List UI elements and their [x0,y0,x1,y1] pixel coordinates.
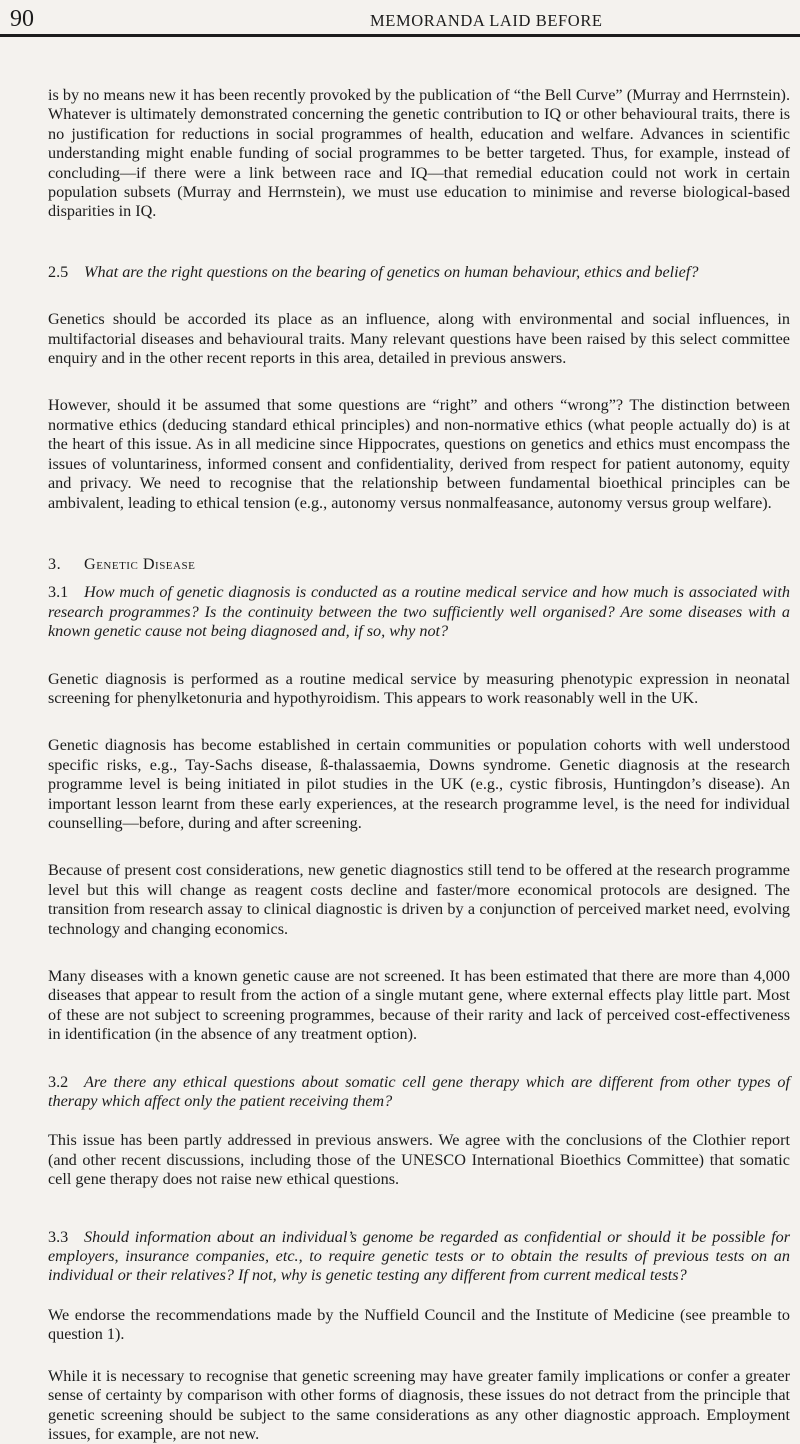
question-2-5 [48,263,790,282]
question-3-3 [48,1228,790,1286]
paragraph: However, should it be assumed that some questions are “right” and others “wrong”? The distinction between normative ethics (deducing standard ethical principles) and non-normative ethics (what people actually do) is at the heart of this issue. As in all medicine since Hippocrates, questions on genetics and ethics must encompass the issues of voluntariness, informed consent and confidentiality, derived from respect for patient autonomy, equity and privacy. We need to recognise that the relationship between fundamental bioethical principles can be ambivalent, leading to ethical tension (e.g., autonomy versus nonmalfeasance, autonomy versus group welfare). [48,396,790,512]
paragraph: While it is necessary to recognise that genetic screening may have greater family implications or confer a greater sense of certainty by comparison with other forms of diagnosis, these issues do not detract from the principle that genetic screening should be subject to the same considerations as any other diagnostic approach. Employment issues, for example, are not new. [48,1366,790,1443]
paragraph: Genetics should be accorded its place as an influence, along with environmental and social influences, in multifactorial diseases and behavioural traits. Many relevant questions have been raised by this select committee enquiry and in the other recent reports in this area, detailed in previous answers. [48,310,790,368]
paragraph: Because of present cost considerations, new genetic diagnostics still tend to be offered at the research programme level but this will change as reagent costs decline and faster/more economical protocols are designed. The transition from research assay to clinical diagnostic is driven by a conjunction of perceived market need, evolving technology and changing economics. [48,861,790,938]
question-number: 3.2 [48,1072,69,1091]
question-number: 3.3 [48,1227,69,1246]
paragraph: Many diseases with a known genetic cause are not screened. It has been estimated that there are more than 4,000 diseases that appear to result from the action of a single mutant gene, where external effects play little part. Most of these are not subject to screening programmes, because of their rarity and lack of perceived cost-effectiveness in identification (in the absence of any treatment option). [48,967,790,1044]
section-heading-3 [48,555,790,574]
section-number: 3. [48,554,62,573]
paragraph: Genetic diagnosis has become established in certain communities or population cohorts with well understood specific risks, e.g., Tay-Sachs disease, ß-thalassaemia, Downs syndrome. Genetic diagnosis at the research programme level is being initiated in pilot studies in the UK (e.g., cystic fibrosis, Huntingdon’s disease). An important lesson learnt from these early experiences, at the research programme level, is the need for individual counselling—before, during and after screening. [48,736,790,832]
question-3-1 [48,583,790,641]
document-body [48,86,790,1444]
paragraph: is by no means new it has been recently provoked by the publication of “the Bell Curve” (Murray and Herrnstein). Whatever is ultimately demonstrated concerning the genetic contribution to IQ or other behavioural traits, there is no justification for reductions in social programmes of health, education and welfare. Advances in scientific understanding might enable funding of social programmes to be better targeted. Thus, for example, instead of concluding—if there were a link between race and IQ—that remedial education could not work in certain population subsets (Murray and Herrnstein), we must use education to minimise and reverse biological-based disparities in IQ. [48,86,790,221]
question-3-2 [48,1073,790,1112]
section-title: Genetic Disease [84,554,196,573]
question-number: 2.5 [48,262,69,281]
paragraph: This issue has been partly addressed in previous answers. We agree with the conclusions of the Clothier report (and other recent discussions, including those of the UNESCO International Bioethics Committee) that somatic cell gene therapy does not raise new ethical questions. [48,1131,790,1189]
question-text: What are the right questions on the bearing of genetics on human behaviour, ethics and belief? [84,262,699,281]
running-head: MEMORANDA LAID BEFORE [370,11,603,30]
question-text: Should information about an individual’s genome be regarded as confidential or should it be possible for employers, insurance companies, etc., to require genetic tests or to obtain the results of previous tests on an individual or their relatives? If not, why is genetic testing any different from current medical tests? [48,1227,790,1285]
question-text: How much of genetic diagnosis is conducted as a routine medical service and how much is associated with research programmes? Is the continuity between the two sufficiently well organised? Are some diseases with a known genetic cause not being diagnosed and, if so, why not? [48,583,790,641]
paragraph: We endorse the recommendations made by the Nuffield Council and the Institute of Medicine (see preamble to question 1). [48,1305,790,1344]
question-text: Are there any ethical questions about somatic cell gene therapy which are different from other types of therapy which affect only the patient receiving them? [48,1072,790,1111]
question-number: 3.1 [48,583,69,602]
paragraph: Genetic diagnosis is performed as a routine medical service by measuring phenotypic expression in neonatal screening for phenylketonuria and hypothyroidism. This appears to work reasonably well in the UK. [48,669,790,707]
page-header [0,0,800,34]
page-number: 90 [10,6,34,32]
header-rule [0,34,800,37]
